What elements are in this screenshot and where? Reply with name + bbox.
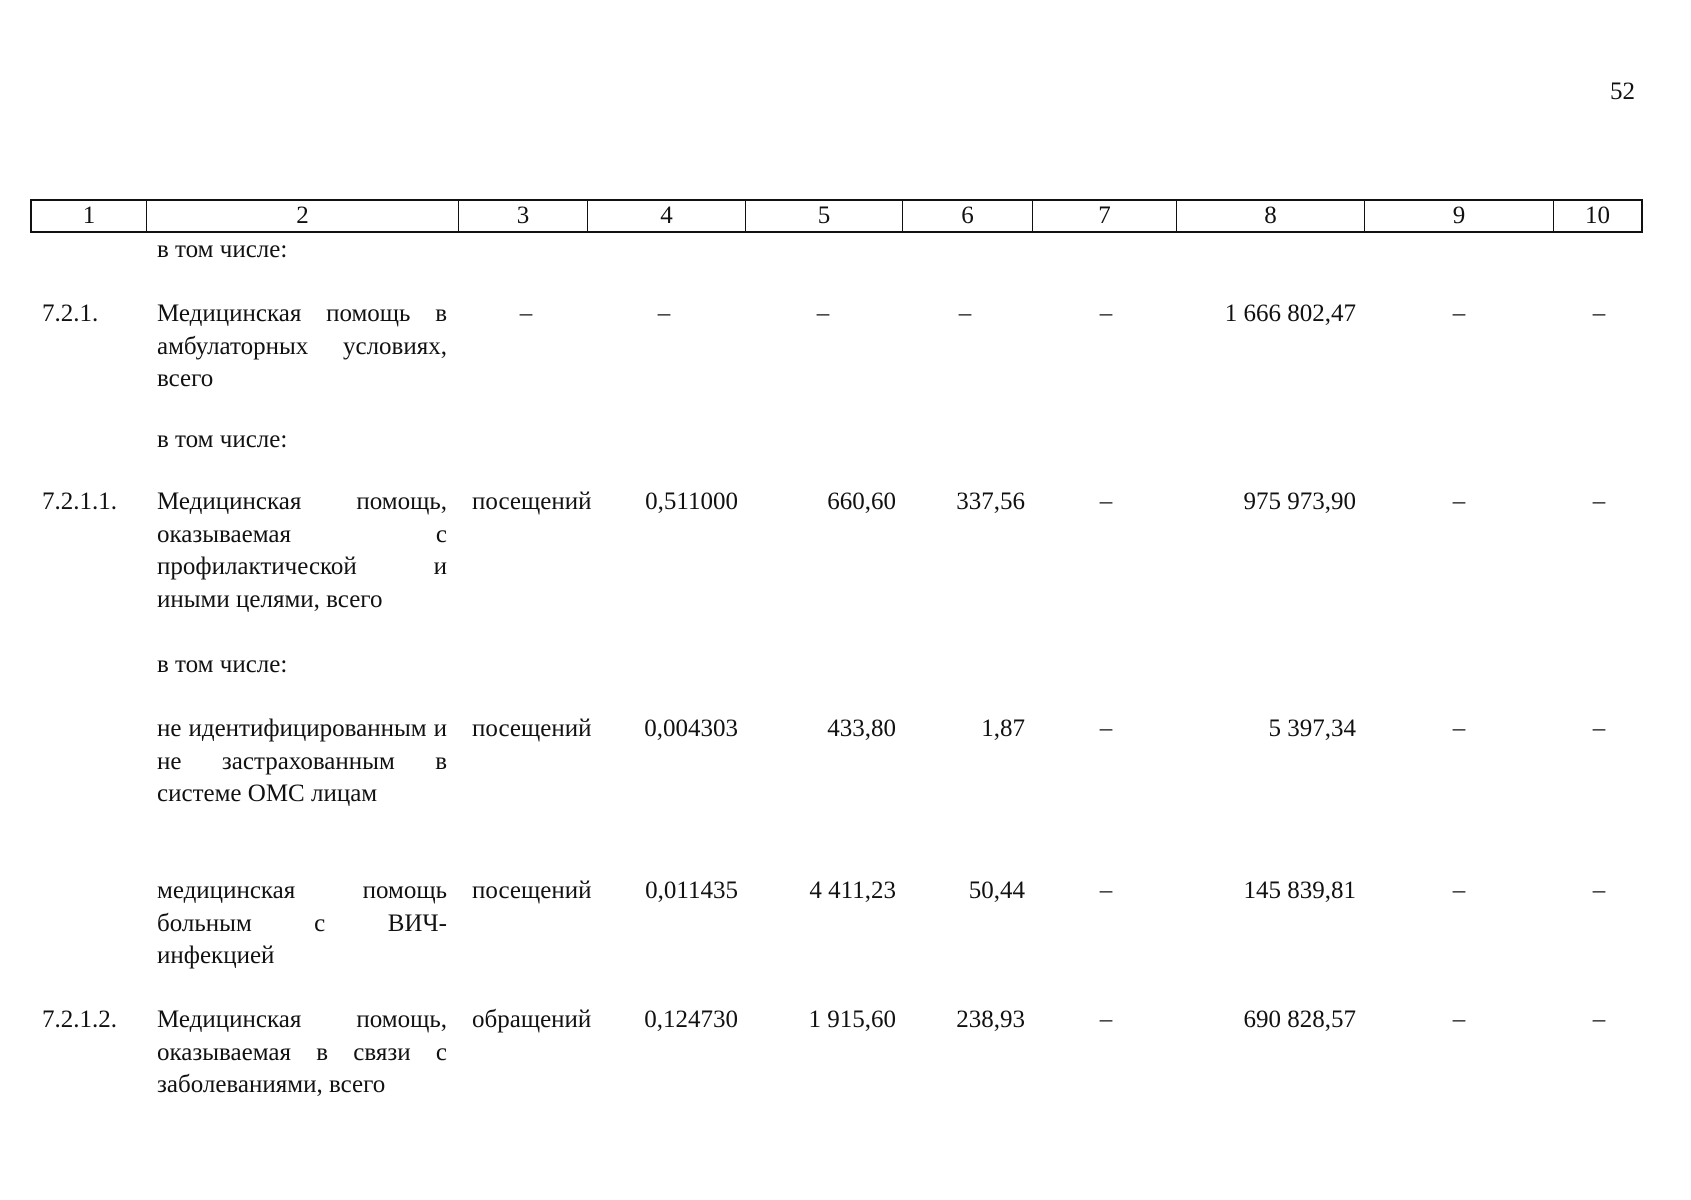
row-col6: – bbox=[958, 300, 972, 327]
row-col10: – bbox=[1592, 300, 1606, 327]
row-col6: 50,44 bbox=[968, 877, 1025, 904]
row-col8: 690 828,57 bbox=[1243, 1006, 1356, 1033]
row-name: Медицинская помощь, оказываемая с профилактической и иными целями, всего bbox=[157, 488, 447, 613]
sub-label-in-which: в том числе: bbox=[157, 651, 288, 678]
row-col4: 0,511000 bbox=[645, 488, 738, 515]
table-header-row bbox=[30, 199, 1643, 233]
header-cell-5: 5 bbox=[746, 201, 903, 231]
page-number: 52 bbox=[1610, 78, 1635, 105]
header-cell-10: 10 bbox=[1585, 202, 1610, 229]
row-unit: посещений bbox=[472, 488, 592, 515]
row-col8: 5 397,34 bbox=[1268, 715, 1356, 742]
row-col7: – bbox=[1099, 488, 1113, 515]
header-cell-3: 3 bbox=[459, 201, 588, 231]
row-unit: обращений bbox=[472, 1006, 592, 1033]
row-col7: – bbox=[1099, 1006, 1113, 1033]
header-cell-9: 9 bbox=[1365, 201, 1554, 231]
row-name: не идентифицированным и не застрахованным в системе ОМС лицам bbox=[157, 715, 447, 807]
row-unit: посещений bbox=[472, 715, 592, 742]
row-col6: 238,93 bbox=[956, 1006, 1025, 1033]
row-col10: – bbox=[1592, 488, 1606, 515]
sub-label-in-which: в том числе: bbox=[157, 236, 288, 263]
row-col7: – bbox=[1099, 715, 1113, 742]
row-col5: 1 915,60 bbox=[808, 1006, 896, 1033]
header-cell-1: 1 bbox=[32, 201, 147, 231]
row-col8: 145 839,81 bbox=[1243, 877, 1356, 904]
row-unit: посещений bbox=[472, 877, 592, 904]
row-number: 7.2.1. bbox=[42, 300, 99, 327]
row-col10: – bbox=[1592, 877, 1606, 904]
sub-label-in-which: в том числе: bbox=[157, 426, 288, 453]
row-col4: – bbox=[657, 300, 671, 327]
header-cell-2: 2 bbox=[147, 201, 459, 231]
row-col8: 975 973,90 bbox=[1243, 488, 1356, 515]
row-col9: – bbox=[1452, 715, 1466, 742]
row-name: Медицинская помощь, оказываемая в связи с заболеваниями, всего bbox=[157, 1006, 447, 1098]
header-cell-7: 7 bbox=[1033, 201, 1177, 231]
row-col6: 1,87 bbox=[981, 715, 1025, 742]
row-col5: – bbox=[816, 300, 830, 327]
row-number: 7.2.1.1. bbox=[42, 488, 117, 515]
row-col8: 1 666 802,47 bbox=[1224, 300, 1356, 327]
row-col10: – bbox=[1592, 715, 1606, 742]
row-col4: 0,004303 bbox=[644, 715, 738, 742]
row-col5: 433,80 bbox=[827, 715, 896, 742]
row-col9: – bbox=[1452, 1006, 1466, 1033]
row-col7: – bbox=[1099, 877, 1113, 904]
row-col9: – bbox=[1452, 877, 1466, 904]
row-col5: 4 411,23 bbox=[809, 877, 896, 904]
row-col4: 0,124730 bbox=[644, 1006, 738, 1033]
row-col3: – bbox=[519, 300, 533, 327]
row-number: 7.2.1.2. bbox=[42, 1006, 117, 1033]
row-name: медицинская помощь больным с ВИЧ-инфекцией bbox=[157, 877, 447, 969]
row-col4: 0,011435 bbox=[645, 877, 738, 904]
row-col5: 660,60 bbox=[827, 488, 896, 515]
row-col6: 337,56 bbox=[956, 488, 1025, 515]
header-cell-8: 8 bbox=[1177, 201, 1365, 231]
row-col9: – bbox=[1452, 300, 1466, 327]
row-col9: – bbox=[1452, 488, 1466, 515]
row-col10: – bbox=[1592, 1006, 1606, 1033]
header-cell-6: 6 bbox=[903, 201, 1033, 231]
row-name: Медицинская помощь в амбулаторных условиях, всего bbox=[157, 300, 447, 392]
header-cell-4: 4 bbox=[588, 201, 746, 231]
row-col7: – bbox=[1099, 300, 1113, 327]
